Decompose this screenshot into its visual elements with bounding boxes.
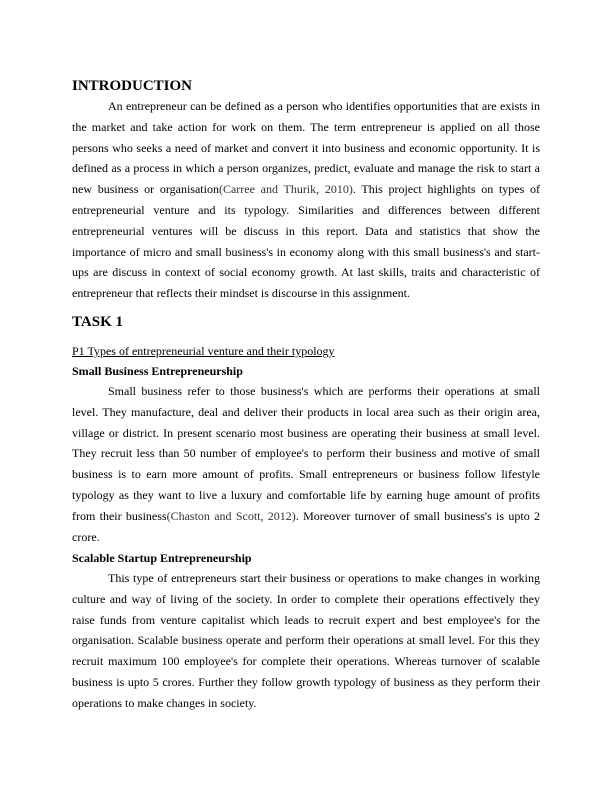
- task1-heading: TASK 1: [72, 314, 123, 330]
- citation: (Chaston and Scott, 2012): [166, 508, 296, 523]
- text: . Moreover turnover of small business's is upto 2 crore.: [72, 508, 540, 544]
- text: Small business refer to those business's which are performs their operations at small level. They manufacture, deal and deliver their products in local area such as their origin area, village or district. In present scenario most business are operating their business at small level. They recruit less than 50 number of employee's to perform their business and motive of small business is to earn more amount of profits. Small entrepreneurs or business follow lifestyle typology as they want to live a luxury and comfortable life by earning huge amount of profits from their business: [72, 384, 540, 523]
- citation: (Carree and Thurik, 2010): [218, 182, 353, 197]
- task1-subheading: P1 Types of entrepreneurial venture and their typology: [72, 344, 335, 358]
- scalable-startup-heading: Scalable Startup Entrepreneurship: [72, 551, 252, 565]
- introduction-paragraph: [72, 96, 540, 304]
- small-business-heading: Small Business Entrepreneurship: [72, 364, 243, 378]
- scalable-startup-paragraph: This type of entrepreneurs start their business or operations to make changes in working culture and way of living of the society. In order to complete their operations effectively they raise funds from venture capitalist which leads to recruit expert and best employee's for the organisation. Scalable business operate and perform their operations at small level. For this they recruit maximum 100 employee's for complete their operations. Whereas turnover of scalable business is upto 5 crores. Further they follow growth typology of business as they perform their operations to make changes in society.: [72, 571, 540, 710]
- text: An entrepreneur can be defined as a person who identifies opportunities that are exists in the market and take action for work on them. The term entrepreneur is applied on all those persons who seeks a need of market and convert it into business and economic opportunity. It is defined as a process in which a person organizes, predict, evaluate and manage the risk to start a new business or organisation: [72, 99, 540, 197]
- introduction-heading: INTRODUCTION: [72, 78, 193, 94]
- small-business-paragraph: [72, 381, 540, 547]
- text: . This project highlights on types of entrepreneurial venture and its typology. Similarities and differences between different entrepreneurial ventures will be discuss in this report. Data and statistics that show the importance of micro and small business's in economy along with this small business's and start-ups are discuss in context of social economy growth. At last skills, traits and characteristic of entrepreneur that reflects their mindset is discourse in this assignment.: [72, 182, 540, 301]
